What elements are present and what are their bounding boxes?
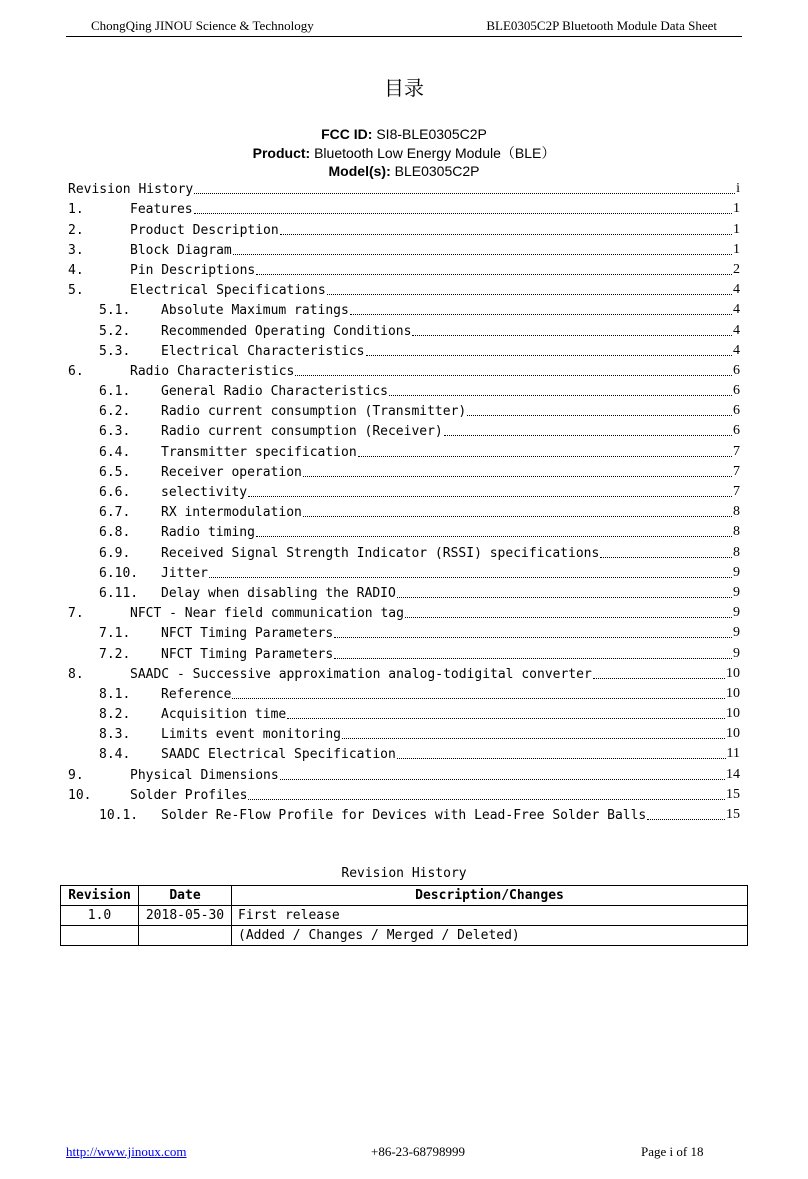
toc-entry-title: Features (130, 202, 193, 218)
toc-entry-title: Electrical Characteristics (161, 343, 365, 359)
meta-value: Bluetooth Low Energy Module（BLE） (314, 145, 556, 161)
table-of-contents (68, 179, 740, 825)
toc-entry-page: 8 (733, 504, 740, 520)
footer-page-number: Page i of 18 (641, 1144, 704, 1159)
toc-dot-leader (327, 294, 732, 295)
toc-entry[interactable] (68, 684, 740, 704)
toc-dot-leader (397, 758, 726, 759)
toc-entry-title: Recommended Operating Conditions (161, 323, 412, 339)
toc-entry-page: 9 (733, 584, 740, 600)
toc-dot-leader (397, 597, 732, 598)
toc-entry-title: Radio timing (161, 525, 255, 541)
toc-entry-page: 8 (733, 544, 740, 560)
toc-entry-page: 15 (726, 807, 740, 822)
toc-entry[interactable] (68, 361, 740, 381)
toc-entry-page: 6 (733, 423, 740, 439)
toc-entry-page: 11 (726, 746, 740, 762)
toc-entry-page: 6 (733, 403, 740, 419)
toc-dot-leader (287, 718, 725, 719)
toc-entry-page: 2 (733, 261, 740, 277)
toc-entry[interactable] (68, 542, 740, 562)
toc-entry-number: 7. (68, 606, 84, 622)
meta-value: SI8-BLE0305C2P (376, 126, 487, 142)
toc-entry-page: 7 (733, 463, 740, 479)
toc-dot-leader (593, 678, 725, 679)
meta-label: FCC ID: (321, 126, 373, 142)
toc-entry-number: 2. (68, 222, 84, 238)
meta-product (0, 143, 808, 163)
toc-entry-page: 6 (733, 362, 740, 378)
toc-entry-title: NFCT - Near field communication tag (130, 606, 404, 622)
toc-entry-number: 8.1. (99, 686, 131, 702)
toc-entry[interactable] (68, 401, 740, 421)
column-header: Revision (61, 886, 139, 906)
toc-entry-number: 6.11. (99, 585, 139, 601)
toc-dot-leader (303, 476, 732, 477)
meta-fcc-id (0, 124, 808, 144)
toc-entry-title: SAADC Electrical Specification (161, 747, 396, 763)
toc-entry[interactable] (68, 502, 740, 522)
meta-value: BLE0305C2P (394, 163, 480, 179)
toc-dot-leader (194, 193, 735, 194)
footer-url[interactable] (66, 1144, 187, 1160)
table-cell: (Added / Changes / Merged / Deleted) (232, 926, 748, 946)
toc-dot-leader (342, 738, 725, 739)
toc-dot-leader (366, 355, 733, 356)
toc-entry-page: 1 (733, 221, 740, 237)
column-header: Date (139, 886, 232, 906)
toc-entry-page: 7 (733, 484, 740, 499)
toc-entry-number: 8.4. (99, 747, 131, 763)
table-cell (61, 926, 139, 946)
revision-history-table (60, 885, 748, 946)
toc-dot-leader (256, 536, 732, 537)
toc-entry[interactable] (68, 219, 740, 239)
table-cell: 2018-05-30 (139, 906, 232, 926)
toc-entry-title: Revision History (68, 182, 194, 198)
meta-model (0, 161, 808, 181)
table-cell: 1.0 (61, 906, 139, 926)
toc-entry-title: Jitter (161, 565, 208, 581)
toc-entry-page: 15 (726, 786, 740, 802)
toc-entry-number: 9. (68, 767, 84, 783)
toc-entry-title: Radio current consumption (Receiver) (161, 424, 443, 440)
toc-entry-number: 6.6. (99, 485, 131, 500)
toc-entry[interactable] (68, 583, 740, 603)
column-header: Description/Changes (232, 886, 748, 906)
toc-entry[interactable] (68, 785, 740, 805)
toc-dot-leader (280, 779, 725, 780)
toc-entry[interactable] (68, 260, 740, 280)
toc-entry-page: 14 (726, 766, 740, 782)
toc-dot-leader (233, 254, 732, 255)
toc-entry-page: 9 (733, 605, 740, 621)
toc-entry-number: 8. (68, 666, 84, 682)
toc-entry-page: 4 (733, 302, 740, 318)
toc-entry-page: 7 (733, 443, 740, 459)
toc-dot-leader (248, 799, 725, 800)
toc-entry-number: 6.10. (99, 565, 139, 581)
toc-entry[interactable] (68, 300, 740, 320)
toc-entry-number: 6.2. (99, 404, 131, 420)
toc-entry-title: Receiver operation (161, 464, 302, 480)
toc-entry-title: Radio Characteristics (130, 363, 295, 379)
toc-entry-title: Radio current consumption (Transmitter) (161, 404, 467, 420)
toc-entry-title: selectivity (161, 485, 248, 500)
toc-entry-title: Solder Profiles (130, 787, 248, 803)
toc-entry-title: Solder Re-Flow Profile for Devices with Lead-Free Solder Balls (161, 808, 647, 823)
toc-entry-number: 8.2. (99, 707, 131, 723)
meta-label: Product: (252, 145, 311, 161)
footer-phone: +86-23-68798999 (371, 1144, 465, 1159)
toc-entry[interactable] (68, 744, 740, 764)
toc-entry[interactable] (68, 462, 740, 482)
toc-dot-leader (405, 617, 732, 618)
toc-entry-page: 9 (733, 645, 740, 661)
toc-entry-title: Product Description (130, 222, 279, 238)
toc-entry-number: 5.1. (99, 303, 131, 319)
toc-entry-title: General Radio Characteristics (161, 384, 388, 400)
toc-entry-title: Block Diagram (130, 242, 232, 258)
toc-entry-title: Absolute Maximum ratings (161, 303, 349, 319)
toc-entry-number: 10.1. (99, 808, 139, 823)
toc-dot-leader (358, 456, 732, 457)
toc-entry[interactable] (68, 643, 740, 663)
toc-entry-number: 5.2. (99, 323, 131, 339)
toc-entry-number: 6.4. (99, 444, 131, 460)
toc-dot-leader (232, 698, 725, 699)
toc-entry[interactable] (68, 381, 740, 401)
toc-entry-page: 8 (733, 524, 740, 540)
toc-entry-title: SAADC - Successive approximation analog-todigital converter (130, 666, 592, 682)
toc-entry-number: 7.2. (99, 646, 131, 662)
toc-entry-title: Delay when disabling the RADIO (161, 585, 396, 601)
toc-entry-page: 4 (733, 282, 740, 298)
toc-entry-number: 8.3. (99, 727, 131, 743)
toc-dot-leader (248, 496, 732, 497)
header-doc-title: BLE0305C2P Bluetooth Module Data Sheet (486, 18, 717, 33)
toc-entry-page: 4 (733, 342, 740, 358)
toc-entry-page: 6 (733, 383, 740, 399)
toc-entry-page: 10 (726, 726, 740, 742)
toc-entry-number: 3. (68, 242, 84, 258)
toc-entry-page: 1 (733, 201, 740, 217)
table-header-row (61, 886, 748, 906)
page-title: 目录 (384, 76, 424, 100)
toc-entry[interactable] (68, 341, 740, 361)
toc-entry-number: 6.3. (99, 424, 131, 440)
toc-entry-page: 9 (733, 564, 740, 580)
table-row (61, 926, 748, 946)
revision-history-caption: Revision History (341, 866, 467, 881)
toc-entry-number: 6.7. (99, 505, 131, 521)
toc-entry-title: Limits event monitoring (161, 727, 342, 743)
toc-dot-leader (295, 375, 732, 376)
table-cell (139, 926, 232, 946)
toc-entry[interactable] (68, 320, 740, 340)
table-cell: First release (232, 906, 748, 926)
toc-dot-leader (303, 516, 732, 517)
toc-entry-page: 10 (726, 665, 740, 681)
table-row (61, 906, 748, 926)
toc-entry-number: 5.3. (99, 343, 131, 359)
toc-entry-page: i (736, 181, 740, 197)
toc-entry-number: 10. (68, 787, 92, 803)
toc-dot-leader (256, 274, 732, 275)
toc-entry-number: 6.9. (99, 545, 131, 561)
toc-entry[interactable] (68, 764, 740, 784)
toc-entry-number: 4. (68, 262, 84, 278)
toc-entry[interactable] (68, 664, 740, 684)
toc-entry-title: Transmitter specification (161, 444, 357, 460)
toc-entry-title: Received Signal Strength Indicator (RSSI) specifications (161, 545, 600, 561)
toc-dot-leader (334, 637, 732, 638)
toc-entry[interactable] (68, 240, 740, 260)
toc-entry-number: 7.1. (99, 626, 131, 642)
toc-entry-number: 1. (68, 202, 84, 218)
website-link[interactable]: http://www.jinoux.com (66, 1144, 187, 1159)
toc-entry-title: NFCT Timing Parameters (161, 646, 334, 662)
toc-entry-page: 10 (726, 706, 740, 722)
toc-entry-title: Electrical Specifications (130, 283, 326, 299)
toc-entry[interactable] (68, 603, 740, 623)
toc-entry[interactable] (68, 280, 740, 300)
toc-entry[interactable] (68, 805, 740, 825)
toc-entry[interactable] (68, 522, 740, 542)
toc-entry[interactable] (68, 421, 740, 441)
toc-entry-title: Acquisition time (161, 707, 287, 723)
toc-dot-leader (389, 395, 732, 396)
page-header (66, 18, 742, 37)
toc-entry-page: 1 (733, 241, 740, 257)
toc-dot-leader (467, 415, 732, 416)
toc-entry[interactable] (68, 441, 740, 461)
toc-entry[interactable] (68, 704, 740, 724)
toc-dot-leader (350, 314, 732, 315)
toc-entry-page: 9 (733, 625, 740, 641)
toc-dot-leader (194, 213, 732, 214)
toc-entry-number: 6.5. (99, 464, 131, 480)
toc-entry-title: Pin Descriptions (130, 262, 256, 278)
toc-entry[interactable] (68, 199, 740, 219)
toc-dot-leader (280, 234, 732, 235)
toc-dot-leader (412, 335, 732, 336)
toc-entry[interactable] (68, 724, 740, 744)
toc-dot-leader (600, 557, 732, 558)
toc-entry-title: Reference (161, 686, 232, 702)
toc-entry[interactable] (68, 482, 740, 502)
toc-entry-title: RX intermodulation (161, 505, 302, 521)
toc-entry[interactable] (68, 179, 740, 199)
toc-entry-number: 6.8. (99, 525, 131, 541)
toc-entry-title: NFCT Timing Parameters (161, 626, 334, 642)
toc-entry-number: 6. (68, 363, 84, 379)
toc-dot-leader (334, 658, 732, 659)
meta-label: Model(s): (328, 163, 391, 179)
toc-dot-leader (444, 435, 732, 436)
toc-entry[interactable] (68, 563, 740, 583)
header-company: ChongQing JINOU Science & Technology (91, 18, 314, 33)
toc-entry-page: 10 (726, 685, 740, 701)
toc-dot-leader (647, 819, 725, 820)
toc-entry-number: 5. (68, 283, 84, 299)
toc-entry-number: 6.1. (99, 384, 131, 400)
toc-entry-page: 4 (733, 322, 740, 338)
toc-entry[interactable] (68, 623, 740, 643)
toc-entry-title: Physical Dimensions (130, 767, 279, 783)
toc-dot-leader (209, 577, 732, 578)
